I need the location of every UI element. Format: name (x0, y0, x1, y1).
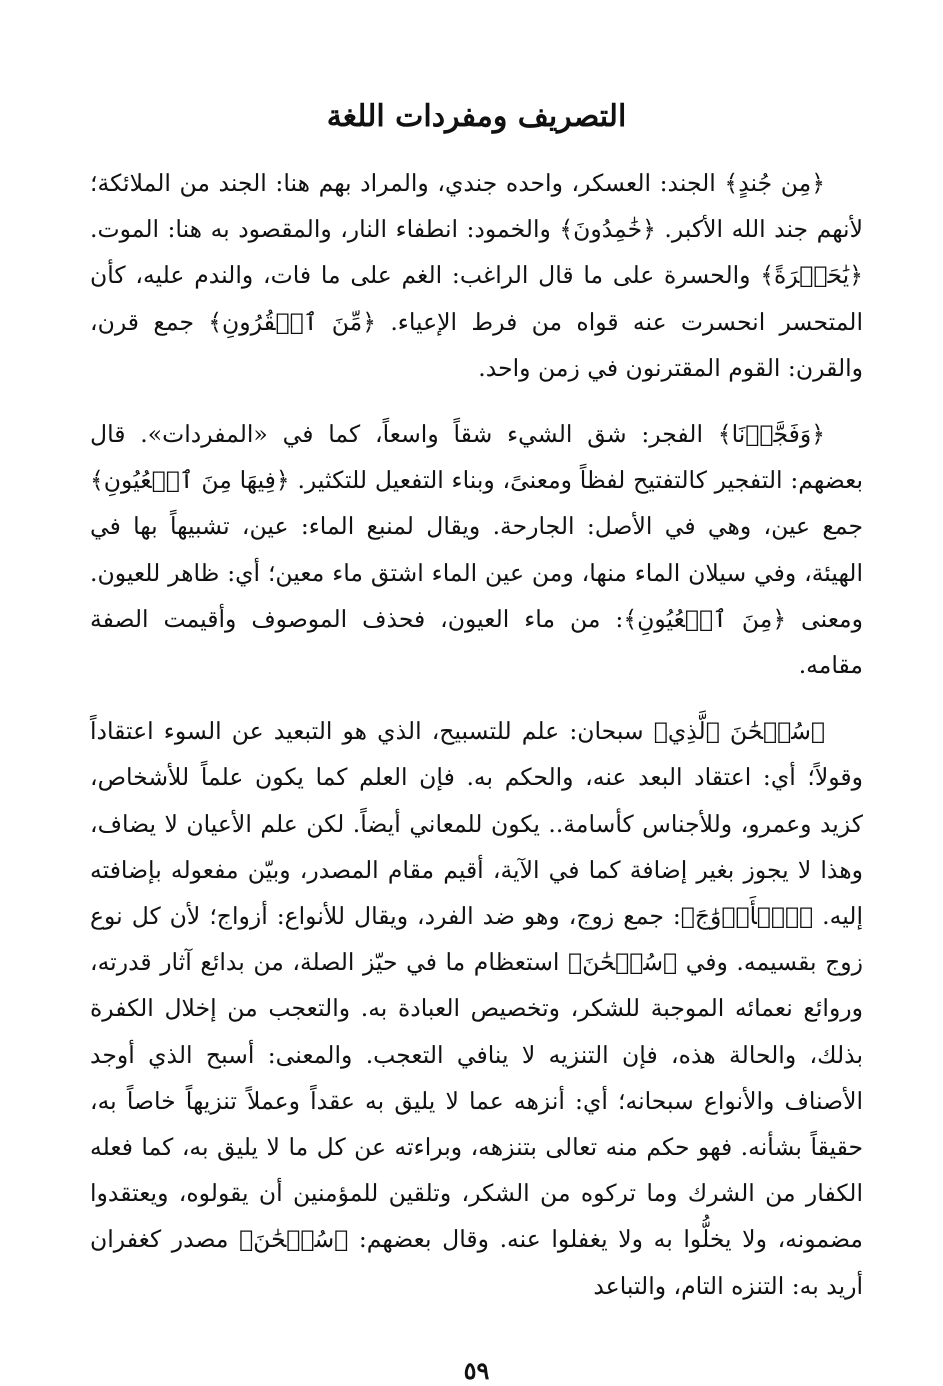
page-content (90, 96, 863, 1385)
paragraph-fajjarna: ﴿وَفَجَّرۡنَا﴾ الفجر: شق الشيء شقاً واسعاً، كما في «المفردات». قال بعضهم: التفجير كالتفتيح لفظاً ومعنىً، وبناء التفعيل للتكثير. ﴿فِيهَا مِنَ ٱلۡعُيُونِ﴾ جمع عين، وهي في الأصل: الجارحة. ويقال لمنبع الماء: عين، تشبيهاً بها في الهيئة، وفي سيلان الماء منها، ومن عين الماء اشتق ماء معين؛ أي: ظاهر للعيون. ومعنى ﴿مِنَ ٱلۡعُيُونِ﴾: من ماء العيون، فحذف الموصوف وأقيمت الصفة مقامه. (90, 420, 863, 680)
page-number: ٥٩ (463, 1356, 490, 1385)
paragraph-subhan: ﴿سُبۡحَٰنَ ٱلَّذِي﴾ سبحان: علم للتسبيح، الذي هو التبعيد عن السوء اعتقاداً وقولاً؛ أي: اعتقاد البعد عنه، والحكم به. فإن العلم كما يكون علماً للأشخاص، كزيد وعمرو، وللأجناس كأسامة.. يكون للمعاني أيضاً. لكن علم الأعيان لا يضاف، وهذا لا يجوز بغير إضافة كما في الآية، أقيم مقام المصدر، وبيّن مفعوله بإضافته إليه. ﴿ٱلۡأَزۡوَٰجَ﴾: جمع زوج، وهو ضد الفرد، ويقال للأنواع: أزواج؛ لأن كل نوع زوج بقسيمه. وفي ﴿سُبۡحَٰنَ﴾ استعظام ما في حيّز الصلة، من بدائع آثار قدرته، وروائع نعمائه الموجبة للشكر، وتخصيص العبادة به. والتعجب من إخلال الكفرة بذلك، والحالة هذه، فإن التنزيه لا ينافي التعجب. والمعنى: أسبح الذي أوجد الأصناف والأنواع سبحانه؛ أي: أنزهه عما لا يليق به عقداً وعملاً تنزيهاً خاصاً به، حقيقاً بشأنه. فهو حكم منه تعالى بتنزهه، وبراءته عن كل ما لا يليق به، كما فعله الكفار من الشرك وما تركوه من الشكر، وتلقين للمؤمنين أن يقولوه، ويعتقدوا مضمونه، ولا يخلُّوا به ولا يغفلوا عنه. وقال بعضهم: ﴿سُبۡحَٰنَ﴾ مصدر كغفران أريد به: التنزه التام، والتباعد (90, 717, 863, 1300)
page-title: التصريف ومفردات اللغة (326, 99, 627, 134)
paragraph-jund: ﴿مِن جُندٍ﴾ الجند: العسكر، واحده جندي، والمراد بهم هنا: الجند من الملائكة؛ لأنهم جند الله الأكبر. ﴿خَٰمِدُونَ﴾ والخمود: انطفاء النار، والمقصود به هنا: الموت. ﴿يَٰحَسۡرَةً﴾ والحسرة على ما قال الراغب: الغم على ما فات، والندم عليه، كأن المتحسر انحسرت عنه قواه من فرط الإعياء. ﴿مِّنَ ٱلۡقُرُونِ﴾ جمع قرن، والقرن: القوم المقترنون في زمن واحد. (90, 169, 863, 382)
